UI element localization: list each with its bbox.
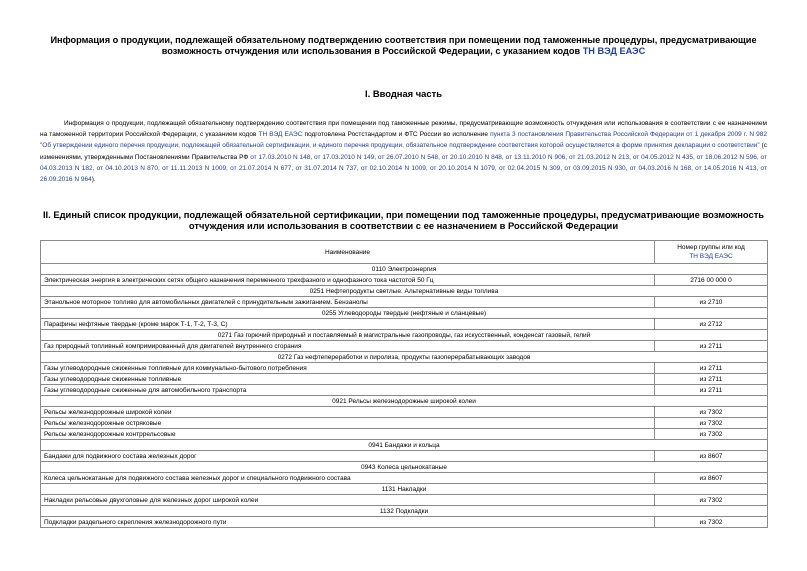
- group-row: [41, 440, 768, 451]
- table-row: [41, 495, 768, 506]
- table-row: [41, 451, 768, 462]
- product-code-cell: из 7302: [655, 517, 768, 528]
- intro-text-1: Информация о продукции, подлежащей обязательному подтверждению соответствия при помещении под таможенные режимы, предусматривающие возможность отчуждения или использования в соответствии с ее назначением на таможенной территории Российской Федерации, с указанием кодов: [40, 120, 767, 139]
- product-code-cell: из 2711: [655, 363, 768, 374]
- product-name-cell: Накладки рельсовые двухголовые для железных дорог широкой колеи: [41, 495, 655, 506]
- product-code-cell: 2716 00 000 0: [655, 275, 768, 286]
- group-heading: 0255 Углеводороды твердые (нефтяные и сланцевые): [41, 308, 768, 319]
- group-row: [41, 308, 768, 319]
- header-name: Наименование: [41, 241, 655, 264]
- product-name-cell: Колеса цельнокатаные для подвижного состава железных дорог и специального подвижного состава: [41, 473, 655, 484]
- group-heading: 0941 Бандажи и кольца: [41, 440, 768, 451]
- group-row: [41, 264, 768, 275]
- table-row: [41, 407, 768, 418]
- document-title-text: Информация о продукции, подлежащей обязательному подтверждению соответствия при помещении под таможенные процедуры, предусматривающие возможность отчуждения или использования в Российской Федерации, с указанием кодов: [50, 35, 757, 56]
- intro-text-3: (с изменениями, утвержденными Постановлениями Правительства РФ: [40, 142, 767, 161]
- product-name-cell: Газы углеводородные сжиженные для автомобильного транспорта: [41, 385, 655, 396]
- product-code-cell: из 2710: [655, 297, 768, 308]
- table-row: [41, 418, 768, 429]
- product-code-cell: из 7302: [655, 429, 768, 440]
- group-heading: 0251 Нефтепродукты светлые. Альтернативные виды топлива: [41, 286, 768, 297]
- table-row: [41, 319, 768, 330]
- group-heading: 0110 Электроэнергия: [41, 264, 768, 275]
- table-row: [41, 517, 768, 528]
- product-table: [40, 240, 768, 528]
- product-name-cell: Газы углеводородные сжиженные топливные для коммунально-бытового потребления: [41, 363, 655, 374]
- product-name-cell: Газы углеводородные сжиженные топливные: [41, 374, 655, 385]
- group-heading: 0943 Колеса цельнокатаные: [41, 462, 768, 473]
- product-code-cell: из 2711: [655, 374, 768, 385]
- product-name-cell: Этанольное моторное топливо для автомобильных двигателей с принудительным зажиганием. Бензанолы: [41, 297, 655, 308]
- group-row: [41, 286, 768, 297]
- group-heading: 1131 Накладки: [41, 484, 768, 495]
- product-name-cell: Парафины нефтяные твердые (кроме марок Т-1, Т-2, Т-3, С): [41, 319, 655, 330]
- group-row: [41, 484, 768, 495]
- product-code-cell: из 7302: [655, 407, 768, 418]
- product-code-cell: из 2711: [655, 385, 768, 396]
- section-1-heading: I. Вводная часть: [365, 88, 442, 99]
- group-heading: 0272 Газ нефтепереработки и пиролиза, продукты газоперерабатывающих заводов: [41, 352, 768, 363]
- table-row: [41, 363, 768, 374]
- product-name-cell: Рельсы железнодорожные остряковые: [41, 418, 655, 429]
- product-code-cell: из 8607: [655, 473, 768, 484]
- table-row: [41, 341, 768, 352]
- product-name-cell: Рельсы железнодорожные широкой колеи: [41, 407, 655, 418]
- product-name-cell: Электрическая энергия в электрических сетях общего назначения переменного трехфазного и однофазного тока частотой 50 Гц: [41, 275, 655, 286]
- group-row: [41, 506, 768, 517]
- intro-text-2: подготовлена Ростстандартом и ФТС России во исполнение: [302, 131, 491, 139]
- intro-tn-ved-link[interactable]: ТН ВЭД ЕАЭС: [258, 131, 303, 139]
- resolution-982-link[interactable]: пункта 3 постановления Правительства Российской Федерации от 1 декабря 2009 г. N 982 "Об утверждении единого перечня продукции, подлежащей обязательной сертификации, и единого перечня продукции, обязательное подтверждение соответствия которой осуществляется в форме принятия декларации о соответствии": [40, 131, 767, 150]
- table-row: [41, 374, 768, 385]
- product-name-cell: Бандажи для подвижного состава железных дорог: [41, 451, 655, 462]
- document-title: [40, 35, 767, 57]
- product-code-cell: из 2712: [655, 319, 768, 330]
- intro-text-4: ).: [91, 176, 96, 184]
- tn-ved-link[interactable]: ТН ВЭД ЕАЭС: [582, 46, 646, 56]
- group-heading: 0271 Газ горючий природный и поставляемый в магистральные газопроводы, газ искусственный, конденсат газовый, гелий: [41, 330, 768, 341]
- table-row: [41, 385, 768, 396]
- header-code-link[interactable]: ТН ВЭД ЕАЭС: [689, 253, 733, 260]
- table-header-row: [41, 241, 768, 264]
- group-row: [41, 352, 768, 363]
- table-body: [41, 264, 768, 528]
- product-name-cell: Газ природный топливный компримированный для двигателей внутреннего сгорания: [41, 341, 655, 352]
- table-row: [41, 297, 768, 308]
- table-row: [41, 473, 768, 484]
- header-code-text: Номер группы или код: [677, 244, 745, 251]
- intro-paragraph: [40, 118, 767, 185]
- product-code-cell: из 2711: [655, 341, 768, 352]
- group-row: [41, 462, 768, 473]
- product-name-cell: Подкладки раздельного скрепления железнодорожного пути: [41, 517, 655, 528]
- group-row: [41, 396, 768, 407]
- amendments-link[interactable]: от 17.03.2010 N 148, от 17.03.2010 N 149, от 26.07.2010 N 548, от 20.10.2010 N 848, от 13.11.2010 N 906, от 21.03.2012 N 213, от 04.05.2012 N 435, от 18.06.2012 N 596, от 04.03.2013 N 182, от 04.10.2013 N 870, от 11.11.2013 N 1009, от 21.07.2014 N 677, от 31.07.2014 N 737, от 02.10.2014 N 1009, от 20.10.2014 N 1079, от 02.04.2015 N 309, от 03.09.2015 N 930, от 04.03.2016 N 168, от 14.05.2016 N 413, от 26.09.2016 N 964: [40, 153, 767, 184]
- product-code-cell: из 7302: [655, 495, 768, 506]
- table-row: [41, 275, 768, 286]
- group-row: [41, 330, 768, 341]
- header-code: [655, 241, 768, 264]
- group-heading: 0921 Рельсы железнодорожные широкой колеи: [41, 396, 768, 407]
- table-row: [41, 429, 768, 440]
- product-code-cell: из 7302: [655, 418, 768, 429]
- group-heading: 1132 Подкладки: [41, 506, 768, 517]
- section-2-heading: II. Единый список продукции, подлежащей обязательной сертификации, при помещении под таможенные процедуры, предусматривающие возможность отчуждения или использования в соответствии с ее назначением в Российской Федерации: [42, 209, 765, 231]
- product-code-cell: из 8607: [655, 451, 768, 462]
- product-name-cell: Рельсы железнодорожные контррельсовые: [41, 429, 655, 440]
